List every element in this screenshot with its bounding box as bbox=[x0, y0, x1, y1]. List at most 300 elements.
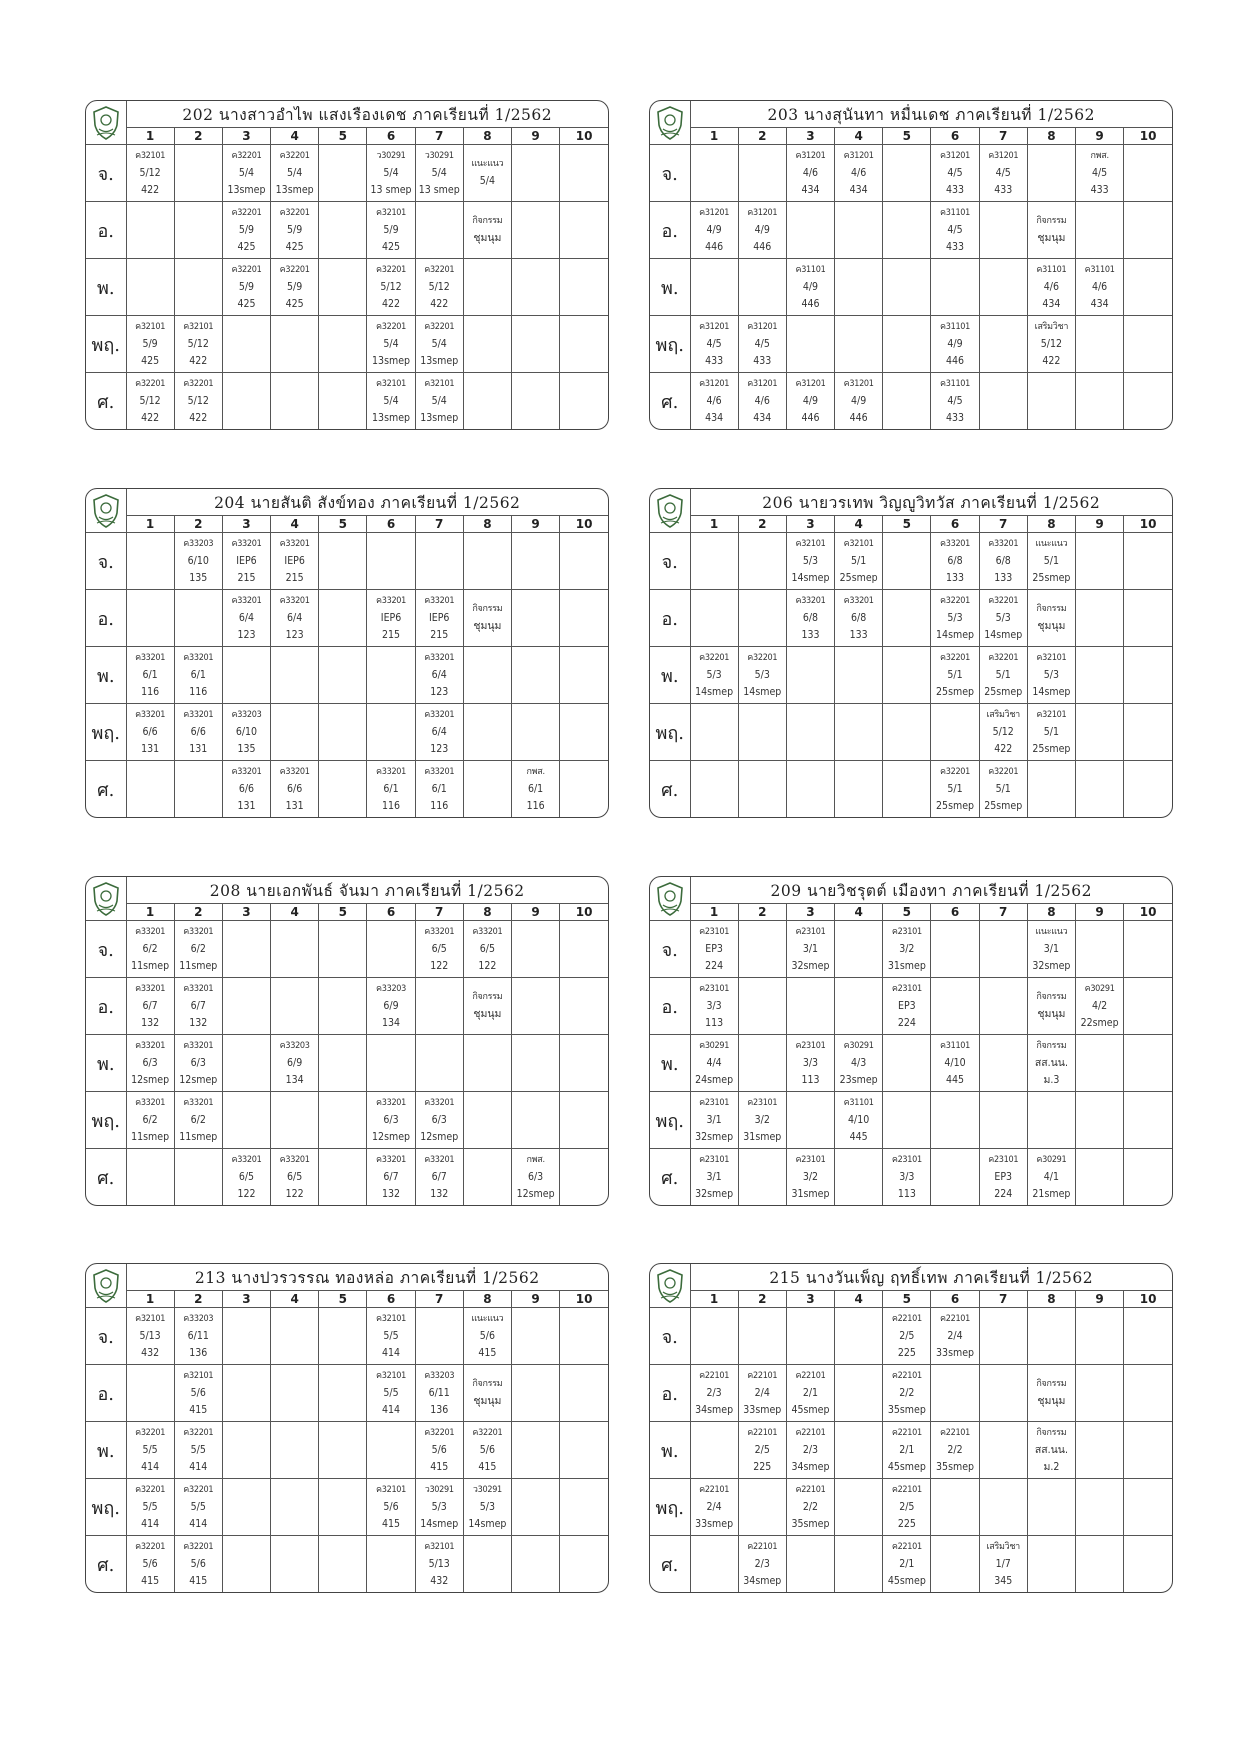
schedule-cell bbox=[367, 1308, 415, 1365]
schedule-cell bbox=[222, 704, 270, 761]
schedule-cell bbox=[463, 978, 511, 1035]
cell-line: 33smep bbox=[743, 1403, 782, 1416]
cell-line: ค33201 bbox=[135, 1097, 166, 1108]
schedule-cell bbox=[415, 1479, 463, 1536]
schedule-cell bbox=[174, 1536, 222, 1593]
cell-line: ค33201 bbox=[424, 1154, 455, 1165]
schedule-cell bbox=[1124, 202, 1172, 259]
cell-line: 6/3 bbox=[383, 1113, 399, 1126]
cell-line: 415 bbox=[141, 1574, 160, 1587]
schedule-cell bbox=[979, 1092, 1027, 1149]
schedule-cell bbox=[367, 1536, 415, 1593]
period-header: 10 bbox=[560, 1291, 608, 1308]
period-header: 10 bbox=[560, 904, 608, 921]
cell-line: 446 bbox=[705, 240, 724, 253]
schedule-cell bbox=[931, 1035, 979, 1092]
schedule-cell bbox=[512, 1308, 560, 1365]
schedule-cell bbox=[126, 373, 174, 430]
schedule-cell bbox=[738, 1536, 786, 1593]
schedule-cell bbox=[222, 590, 270, 647]
schedule-cell bbox=[786, 704, 834, 761]
schedule-cell bbox=[883, 1536, 931, 1593]
schedule-cell bbox=[1124, 921, 1172, 978]
schedule-cell bbox=[463, 761, 511, 818]
cell-line: 25smep bbox=[839, 571, 878, 584]
schedule-cell bbox=[174, 647, 222, 704]
cell-line: ค33201 bbox=[988, 538, 1019, 549]
schedule-cell bbox=[415, 761, 463, 818]
cell-line: ค33201 bbox=[279, 595, 310, 606]
schedule-cell bbox=[786, 978, 834, 1035]
cell-line: ค32201 bbox=[183, 1541, 214, 1552]
period-header: 7 bbox=[415, 1291, 463, 1308]
schedule-cell bbox=[560, 145, 608, 202]
cell-line: แนะแนว bbox=[471, 1313, 504, 1324]
cell-line: ค33201 bbox=[231, 595, 262, 606]
schedule-cell bbox=[222, 1536, 270, 1593]
cell-line: ค32101 bbox=[376, 1370, 407, 1381]
cell-line: ค32201 bbox=[231, 264, 262, 275]
cell-line: 5/4 bbox=[238, 166, 255, 179]
cell-line: ค33201 bbox=[472, 926, 503, 937]
schedule-cell bbox=[319, 1035, 367, 1092]
period-header: 8 bbox=[463, 128, 511, 145]
schedule-cell bbox=[560, 1308, 608, 1365]
schedule-cell bbox=[415, 1149, 463, 1206]
period-header: 1 bbox=[690, 904, 738, 921]
cell-line: ค23101 bbox=[699, 1154, 730, 1165]
cell-line: 4/9 bbox=[706, 223, 722, 236]
schedule-cell bbox=[1076, 1035, 1124, 1092]
schedule-cell bbox=[367, 647, 415, 704]
schedule-cell bbox=[835, 647, 883, 704]
cell-line: ค33201 bbox=[843, 595, 874, 606]
day-label: พ. bbox=[86, 1035, 126, 1092]
schedule-cell bbox=[931, 316, 979, 373]
schedule-cell bbox=[367, 316, 415, 373]
schedule-cell bbox=[126, 761, 174, 818]
schedule-cell bbox=[319, 704, 367, 761]
cell-line: ค33201 bbox=[231, 1154, 262, 1165]
cell-line: ค22101 bbox=[940, 1427, 971, 1438]
schedule-cell bbox=[1076, 259, 1124, 316]
period-header: 8 bbox=[463, 1291, 511, 1308]
schedule-cell bbox=[1076, 145, 1124, 202]
day-label: พ. bbox=[650, 1422, 690, 1479]
schedule-cell bbox=[463, 1149, 511, 1206]
cell-line: 12smep bbox=[131, 1073, 170, 1086]
schedule-cell bbox=[319, 1536, 367, 1593]
cell-line: กิจกรรม bbox=[472, 1379, 503, 1389]
period-header: 1 bbox=[690, 128, 738, 145]
period-header: 3 bbox=[222, 516, 270, 533]
cell-line: 215 bbox=[430, 628, 449, 641]
day-label: พฤ. bbox=[650, 316, 690, 373]
cell-line: 445 bbox=[946, 1073, 965, 1086]
cell-line: ค32201 bbox=[231, 150, 262, 161]
day-label: พ. bbox=[650, 647, 690, 704]
cell-line: ค33203 bbox=[376, 983, 407, 994]
cell-line: 215 bbox=[382, 628, 401, 641]
cell-line: ค33203 bbox=[183, 1313, 214, 1324]
cell-line: 6/3 bbox=[190, 1056, 206, 1069]
cell-line: 6/7 bbox=[383, 1170, 399, 1183]
period-header: 10 bbox=[1124, 904, 1172, 921]
schedule-cell bbox=[319, 761, 367, 818]
period-header: 7 bbox=[415, 128, 463, 145]
cell-line: 432 bbox=[141, 1346, 160, 1359]
schedule-cell bbox=[835, 1035, 883, 1092]
period-header: 4 bbox=[271, 516, 319, 533]
cell-line: 433 bbox=[994, 183, 1013, 196]
cell-line: 433 bbox=[946, 411, 965, 424]
cell-line: 5/5 bbox=[142, 1500, 158, 1513]
cell-line: ค32101 bbox=[1036, 652, 1067, 663]
schedule-cell bbox=[883, 1092, 931, 1149]
period-header: 10 bbox=[1124, 128, 1172, 145]
cell-line: 33smep bbox=[695, 1517, 734, 1530]
schedule-cell bbox=[560, 1479, 608, 1536]
period-header: 6 bbox=[367, 128, 415, 145]
cell-line: 5/5 bbox=[383, 1329, 399, 1342]
cell-line: ค32201 bbox=[279, 264, 310, 275]
cell-line: 2/4 bbox=[706, 1500, 722, 1513]
schedule-cell bbox=[738, 316, 786, 373]
cell-line: 3/1 bbox=[706, 1170, 722, 1183]
period-header: 9 bbox=[1076, 128, 1124, 145]
schedule-cell bbox=[463, 1092, 511, 1149]
schedule-cell bbox=[463, 373, 511, 430]
cell-line: 123 bbox=[430, 685, 449, 698]
period-header: 5 bbox=[883, 516, 931, 533]
cell-line: 1/7 bbox=[995, 1557, 1011, 1570]
schedule-cell bbox=[690, 761, 738, 818]
cell-line: 425 bbox=[285, 240, 304, 253]
cell-line: ค32101 bbox=[183, 321, 214, 332]
schedule-cell bbox=[512, 145, 560, 202]
cell-line: 45smep bbox=[791, 1403, 830, 1416]
cell-line: ค33201 bbox=[940, 538, 971, 549]
schedule-cell bbox=[319, 145, 367, 202]
schedule-cell bbox=[1076, 921, 1124, 978]
cell-line: 5/5 bbox=[142, 1443, 158, 1456]
cell-line: 415 bbox=[189, 1403, 208, 1416]
cell-line: EP3 bbox=[994, 1170, 1013, 1183]
cell-line: 225 bbox=[897, 1517, 916, 1530]
cell-line: 5/3 bbox=[754, 668, 770, 681]
cell-line: 5/9 bbox=[383, 223, 399, 236]
schedule-cell bbox=[367, 1422, 415, 1479]
cell-line: 422 bbox=[189, 354, 208, 367]
schedule-cell bbox=[174, 1092, 222, 1149]
cell-line: 4/6 bbox=[851, 166, 867, 179]
schedule-cell bbox=[835, 1149, 883, 1206]
cell-line: ว30291 bbox=[424, 1484, 454, 1495]
schedule-cell bbox=[931, 1149, 979, 1206]
schedule-cell bbox=[560, 1092, 608, 1149]
schedule-cell bbox=[835, 1479, 883, 1536]
cell-line: 4/6 bbox=[1043, 280, 1059, 293]
schedule-cell bbox=[738, 1479, 786, 1536]
schedule-cell bbox=[883, 590, 931, 647]
cell-line: 4/4 bbox=[706, 1056, 722, 1069]
schedule-cell bbox=[463, 704, 511, 761]
cell-line: 5/6 bbox=[431, 1443, 447, 1456]
cell-line: 414 bbox=[189, 1517, 208, 1530]
cell-line: 414 bbox=[382, 1346, 401, 1359]
period-header: 7 bbox=[415, 516, 463, 533]
schedule-cell bbox=[931, 202, 979, 259]
cell-line: 31smep bbox=[791, 1187, 830, 1200]
cell-line: 131 bbox=[237, 799, 256, 812]
cell-line: 34smep bbox=[791, 1460, 830, 1473]
schedule-cell bbox=[126, 259, 174, 316]
cell-line: ค33201 bbox=[424, 595, 455, 606]
schedule-cell bbox=[979, 1479, 1027, 1536]
schedule-cell bbox=[883, 921, 931, 978]
cell-line: ค32201 bbox=[988, 652, 1019, 663]
cell-line: 425 bbox=[285, 297, 304, 310]
cell-line: 5/9 bbox=[142, 337, 158, 350]
timetable-table bbox=[650, 101, 1172, 429]
schedule-cell bbox=[738, 202, 786, 259]
schedule-cell bbox=[1076, 1092, 1124, 1149]
day-label: ศ. bbox=[650, 761, 690, 818]
cell-line: 134 bbox=[382, 1016, 401, 1029]
day-label: พ. bbox=[86, 1422, 126, 1479]
cell-line: 25smep bbox=[984, 685, 1023, 698]
schedule-cell bbox=[367, 921, 415, 978]
period-header: 9 bbox=[512, 128, 560, 145]
period-header: 3 bbox=[786, 904, 834, 921]
cell-line: 433 bbox=[1090, 183, 1109, 196]
day-label: พฤ. bbox=[650, 1479, 690, 1536]
cell-line: 414 bbox=[141, 1517, 160, 1530]
schedule-cell bbox=[931, 259, 979, 316]
cell-line: 25smep bbox=[984, 799, 1023, 812]
cell-line: ค32201 bbox=[135, 1541, 166, 1552]
cell-line: 31smep bbox=[887, 959, 926, 972]
cell-line: ม.3 bbox=[1043, 1073, 1060, 1086]
schedule-cell bbox=[1027, 1422, 1075, 1479]
schedule-cell bbox=[690, 1479, 738, 1536]
period-header: 3 bbox=[786, 516, 834, 533]
cell-line: 133 bbox=[849, 628, 868, 641]
day-label: พ. bbox=[650, 259, 690, 316]
cell-line: กิจกรรม bbox=[1036, 1379, 1067, 1389]
cell-line: ค32101 bbox=[1036, 709, 1067, 720]
period-header: 2 bbox=[174, 904, 222, 921]
schedule-cell bbox=[931, 1479, 979, 1536]
cell-line: ค31201 bbox=[747, 321, 778, 332]
period-header: 10 bbox=[1124, 1291, 1172, 1308]
schedule-cell bbox=[415, 1422, 463, 1479]
schedule-cell bbox=[883, 259, 931, 316]
schedule-cell bbox=[222, 259, 270, 316]
period-header: 9 bbox=[1076, 516, 1124, 533]
cell-line: ค22101 bbox=[940, 1313, 971, 1324]
cell-line: สส.นน. bbox=[1034, 1056, 1068, 1069]
cell-line: 5/12 bbox=[187, 394, 209, 407]
cell-line: 4/9 bbox=[802, 280, 819, 293]
cell-line: 4/5 bbox=[1091, 166, 1108, 179]
cell-line: ค31201 bbox=[988, 150, 1019, 161]
schedule-cell bbox=[738, 1365, 786, 1422]
cell-line: 13smep bbox=[275, 183, 314, 196]
period-header: 10 bbox=[560, 516, 608, 533]
cell-line: 6/6 bbox=[190, 725, 206, 738]
cell-line: 5/4 bbox=[431, 337, 447, 350]
period-header: 8 bbox=[463, 516, 511, 533]
schedule-cell bbox=[222, 1149, 270, 1206]
cell-line: 225 bbox=[753, 1460, 772, 1473]
schedule-cell bbox=[560, 1536, 608, 1593]
schedule-cell bbox=[367, 1479, 415, 1536]
cell-line: 434 bbox=[753, 411, 772, 424]
period-header: 7 bbox=[979, 904, 1027, 921]
cell-line: 4/5 bbox=[947, 223, 963, 236]
schedule-cell bbox=[883, 978, 931, 1035]
cell-line: 6/11 bbox=[187, 1329, 209, 1342]
cell-line: ค32201 bbox=[135, 1484, 166, 1495]
cell-line: 6/2 bbox=[190, 942, 206, 955]
cell-line: 5/12 bbox=[187, 337, 209, 350]
schedule-cell bbox=[271, 1308, 319, 1365]
schedule-cell bbox=[738, 533, 786, 590]
cell-line: ค33201 bbox=[279, 1154, 310, 1165]
schedule-cell bbox=[738, 1422, 786, 1479]
cell-line: กิจกรรม bbox=[1036, 1040, 1067, 1051]
cell-line: ค22101 bbox=[795, 1427, 826, 1438]
schedule-cell bbox=[126, 1422, 174, 1479]
schedule-cell bbox=[271, 590, 319, 647]
day-label: ศ. bbox=[650, 1536, 690, 1593]
cell-line: ค32201 bbox=[940, 766, 971, 777]
cell-line: 4/3 bbox=[851, 1056, 867, 1069]
cell-line: ค32201 bbox=[424, 1427, 455, 1438]
cell-line: 4/9 bbox=[851, 394, 867, 407]
cell-line: 132 bbox=[189, 1016, 208, 1029]
cell-line: 11smep bbox=[179, 959, 218, 972]
schedule-cell bbox=[1076, 704, 1124, 761]
cell-line: 446 bbox=[801, 411, 820, 424]
schedule-cell bbox=[1076, 202, 1124, 259]
cell-line: 6/9 bbox=[287, 1056, 303, 1069]
schedule-cell bbox=[222, 1092, 270, 1149]
cell-line: แนะแนว bbox=[1035, 538, 1068, 549]
cell-line: 32smep bbox=[695, 1130, 734, 1143]
schedule-cell bbox=[786, 1035, 834, 1092]
schedule-cell bbox=[463, 1035, 511, 1092]
period-header: 8 bbox=[1027, 1291, 1075, 1308]
schedule-cell bbox=[738, 1308, 786, 1365]
schedule-cell bbox=[319, 1365, 367, 1422]
cell-line: 134 bbox=[285, 1073, 304, 1086]
cell-line: ค32101 bbox=[424, 1541, 455, 1552]
schedule-cell bbox=[463, 1308, 511, 1365]
schedule-cell bbox=[319, 1479, 367, 1536]
period-header: 7 bbox=[979, 1291, 1027, 1308]
period-header: 5 bbox=[883, 128, 931, 145]
cell-line: ค22101 bbox=[795, 1370, 826, 1381]
cell-line: ค31101 bbox=[843, 1097, 874, 1108]
cell-line: 6/5 bbox=[238, 1170, 255, 1183]
period-header: 3 bbox=[222, 904, 270, 921]
schedule-cell bbox=[271, 1149, 319, 1206]
period-header: 3 bbox=[786, 1291, 834, 1308]
cell-line: 35smep bbox=[936, 1460, 975, 1473]
schedule-cell bbox=[367, 590, 415, 647]
schedule-cell bbox=[126, 316, 174, 373]
cell-line: 6/2 bbox=[142, 942, 158, 955]
schedule-cell bbox=[786, 1365, 834, 1422]
cell-line: ว30291 bbox=[424, 150, 454, 161]
period-header: 2 bbox=[738, 1291, 786, 1308]
schedule-cell bbox=[1027, 1536, 1075, 1593]
schedule-cell bbox=[1027, 533, 1075, 590]
cell-line: ค22101 bbox=[891, 1484, 922, 1495]
cell-line: 422 bbox=[1042, 354, 1061, 367]
cell-line: 6/3 bbox=[142, 1056, 158, 1069]
cell-line: ค32201 bbox=[472, 1427, 503, 1438]
period-header: 4 bbox=[835, 1291, 883, 1308]
cell-line: ค23101 bbox=[699, 926, 730, 937]
schedule-cell bbox=[367, 1092, 415, 1149]
cell-line: 14smep bbox=[695, 685, 734, 698]
schedule-cell bbox=[367, 533, 415, 590]
cell-line: ค31201 bbox=[843, 150, 874, 161]
cell-line: ค23101 bbox=[988, 1154, 1019, 1165]
schedule-cell bbox=[367, 1035, 415, 1092]
cell-line: 4/1 bbox=[1043, 1170, 1059, 1183]
period-header: 7 bbox=[979, 128, 1027, 145]
schedule-cell bbox=[126, 978, 174, 1035]
cell-line: 3/2 bbox=[802, 1170, 819, 1183]
cell-line: ค23101 bbox=[699, 1097, 730, 1108]
cell-line: ค23101 bbox=[795, 1040, 826, 1051]
cell-line: 13smep bbox=[227, 183, 266, 196]
schedule-cell bbox=[512, 590, 560, 647]
cell-line: ค30291 bbox=[843, 1040, 874, 1051]
schedule-cell bbox=[1124, 1422, 1172, 1479]
cell-line: 6/7 bbox=[431, 1170, 447, 1183]
cell-line: 414 bbox=[141, 1460, 160, 1473]
cell-line: ค31201 bbox=[940, 150, 971, 161]
schedule-cell bbox=[690, 1536, 738, 1593]
schedule-cell bbox=[786, 921, 834, 978]
schedule-cell bbox=[512, 761, 560, 818]
cell-line: 5/3 bbox=[706, 668, 722, 681]
schedule-cell bbox=[931, 921, 979, 978]
day-label: อ. bbox=[650, 590, 690, 647]
schedule-cell bbox=[1124, 1308, 1172, 1365]
schedule-cell bbox=[222, 1308, 270, 1365]
cell-line: 3/3 bbox=[899, 1170, 915, 1183]
schedule-cell bbox=[319, 978, 367, 1035]
cell-line: 2/1 bbox=[899, 1557, 915, 1570]
cell-line: ค31201 bbox=[699, 378, 730, 389]
schedule-cell bbox=[1124, 1149, 1172, 1206]
cell-line: 5/1 bbox=[1043, 725, 1059, 738]
schedule-cell bbox=[463, 1536, 511, 1593]
cell-line: สส.นน. bbox=[1034, 1443, 1068, 1456]
cell-line: 3/2 bbox=[754, 1113, 770, 1126]
schedule-cell bbox=[512, 202, 560, 259]
school-logo-icon bbox=[650, 1264, 690, 1308]
schedule-cell bbox=[319, 373, 367, 430]
cell-line: 4/6 bbox=[802, 166, 819, 179]
cell-line: 415 bbox=[189, 1574, 208, 1587]
